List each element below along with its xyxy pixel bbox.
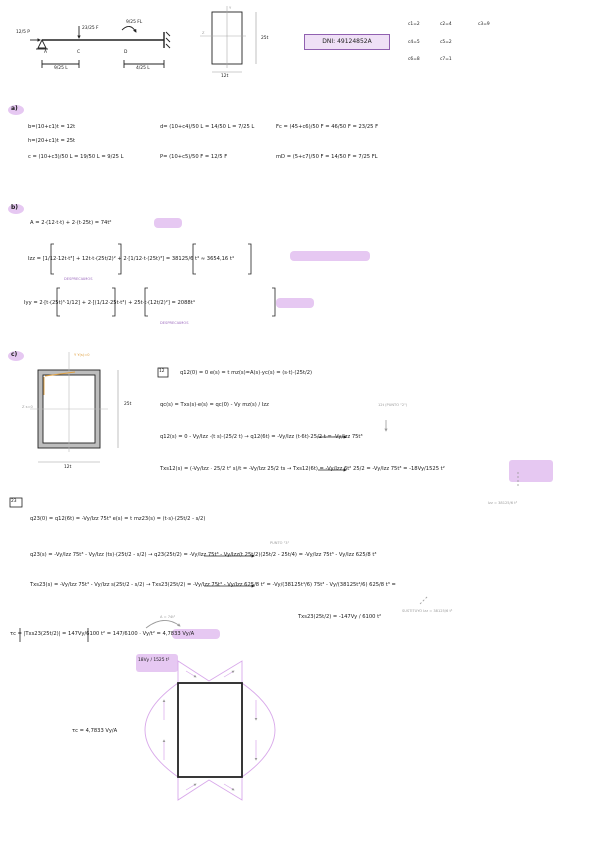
despreciamos-note: DESPRECIAMOS	[64, 277, 93, 281]
tramo-2-box: 23	[11, 499, 17, 504]
fig-height-label: 25t	[124, 402, 132, 407]
section-top	[200, 6, 256, 72]
derivation-line: q12(s) = 0 - Vy/Izz ·(t s)·(25/2 t) → q12(6t) = -Vy/Izz (t·6t)·25/2 t = -Vy/Izz 75t³	[160, 434, 363, 440]
width-label: 12t	[221, 74, 229, 79]
derivation-line: q23(s) = -Vy/Izz 75t³ - Vy/Izz (ts)·(25t/2 - s/2) → q23(25t/2) = -Vy/Izz 75t³ - Vy/Izz(t 25t/2)(25t/2 - 25t/4) = -Vy/Izz 75t³ - Vy/Izz 625/8 t³	[30, 552, 377, 558]
fig-z-label: Z s=0	[22, 405, 33, 409]
part-a-line: Fc = (45+c6)/50 F = 46/50 F = 23/25 F	[276, 124, 379, 130]
y-axis-label: Y	[229, 6, 232, 10]
shear-flow-diagram	[145, 661, 275, 800]
constant-c4: c4=5	[408, 40, 420, 45]
tau-result-line: τc = |Txs23(25t/2)| = 147Vy/6100 t² = 147/6100 · Vy/t² = 4,7833 Vy/A	[10, 631, 195, 637]
derivation-line: Txs23(s) = -Vy/Izz 75t³ - Vy/Izz s(25t/2 - s/2) → Txs23(25t/2) = -Vy/Izz 75t³ - Vy/Izz 625/8 t² = -Vy/(38125t⁴/6) 75t³ - Vy/(38125t⁴/6) 625/8 t³ =	[30, 582, 396, 588]
punto-2-note: 12t (PUNTO "2")	[378, 403, 408, 407]
constant-c1: c1=2	[408, 22, 420, 27]
derivation-line: Txs12(s) = (-Vy/Izz · 25/2 t² s)/t = -Vy/Izz 25/2 ts → Txs12(6t) = -Vy/Izz 6t² 25/2 = -Vy/Izz 75t³ = -18Vy/1525 t²	[160, 466, 445, 472]
derivation-line: q23(0) = q12(6t) = -Vy/Izz 75t³ e(s) = t mz23(s) = (t·s)·(25t/2 - s/2)	[30, 516, 206, 522]
part-a-line: b=(10+c1)t = 12t	[28, 124, 76, 130]
part-a-line: d= (10+c4)/50 L = 14/50 L = 7/25 L	[160, 124, 255, 130]
tau-final: τc = 4,7833 Vy/A	[72, 728, 118, 734]
load-f-label: 23/25 F	[82, 26, 99, 31]
load-p-label: 12/5 P	[16, 30, 30, 35]
constant-c5: c5=2	[440, 40, 452, 45]
derivation-line: Txs23(25t/2) = -147Vy / 6100 t²	[298, 614, 382, 620]
z-axis-label: Z	[202, 31, 205, 35]
constant-c3: c3=9	[478, 22, 490, 27]
part-a-label: a)	[11, 105, 18, 112]
area-note: A = 74t²	[160, 615, 176, 619]
distribution-peak: 18Vy / 1525 t²	[138, 658, 170, 663]
length-1: 9/25 L	[54, 66, 68, 71]
part-a-line: h=(20+c1)t = 25t	[28, 138, 76, 144]
length-2: 4/25 L	[136, 66, 150, 71]
part-a-line: c = (10+c3)/50 L = 19/50 L = 9/25 L	[28, 154, 124, 160]
tramo-1-box: 12	[159, 369, 165, 374]
derivation-line: q12(0) = 0 e(s) = t mz(s)=A(s)·yc(s) = (s·t)·(25t/2)	[180, 370, 313, 376]
fig-y-label: Y Y(s)=0	[74, 353, 90, 357]
constant-c7: c7=1	[440, 57, 452, 62]
point-d: D	[124, 50, 128, 55]
izz-note: Izz = 38125/6 t⁴	[488, 501, 518, 505]
part-b-label: b)	[11, 204, 19, 211]
part-a-line: P= (10+c5)/50 F = 12/5 F	[160, 154, 228, 160]
area-equation: A = 2·(12·t·t) + 2·(t·25t) = 74t²	[30, 220, 112, 226]
beam-diagram	[30, 26, 170, 68]
fig-width-label: 12t	[64, 465, 72, 470]
constant-c2: c2=4	[440, 22, 452, 27]
moment-label: 9/25 FL	[126, 20, 143, 25]
iyy-equation: Iyy = 2·[t·(25t)³·1/12] + 2·[(1/12·25t·t³) + 25t·t·(12t/2)²] = 2088t⁴	[24, 300, 195, 306]
sustituyo-note: SUSTITUYO Izz = 38125/6 t⁴	[402, 609, 453, 613]
derivation-arrows	[146, 420, 518, 628]
punto-3-note: PUNTO "3"	[270, 541, 290, 545]
height-label: 25t	[261, 36, 269, 41]
dni-box: DNI: 49124852A	[304, 34, 390, 50]
constant-c6: c6=8	[408, 57, 420, 62]
izz-equation: Izz = [1/12·12t·t³] + 12t·t·(25t/2)² + 2·[1/12·t·(25t)³] = 38125/6 t⁴ ≈ 3654,16 t⁴	[28, 256, 234, 262]
point-a: A	[44, 50, 48, 55]
point-c: C	[77, 50, 81, 55]
despreciamos-note: DESPRECIAMOS	[160, 321, 189, 325]
derivation-line: qc(s) = Txs(s)·e(s) = qc(0) - Vy mz(s) / Izz	[160, 402, 269, 408]
part-c-label: c)	[11, 351, 18, 358]
section-c-figure	[30, 352, 118, 462]
part-a-line: mD = (5+c7)/50 F = 14/50 F = 7/25 FL	[276, 154, 378, 160]
